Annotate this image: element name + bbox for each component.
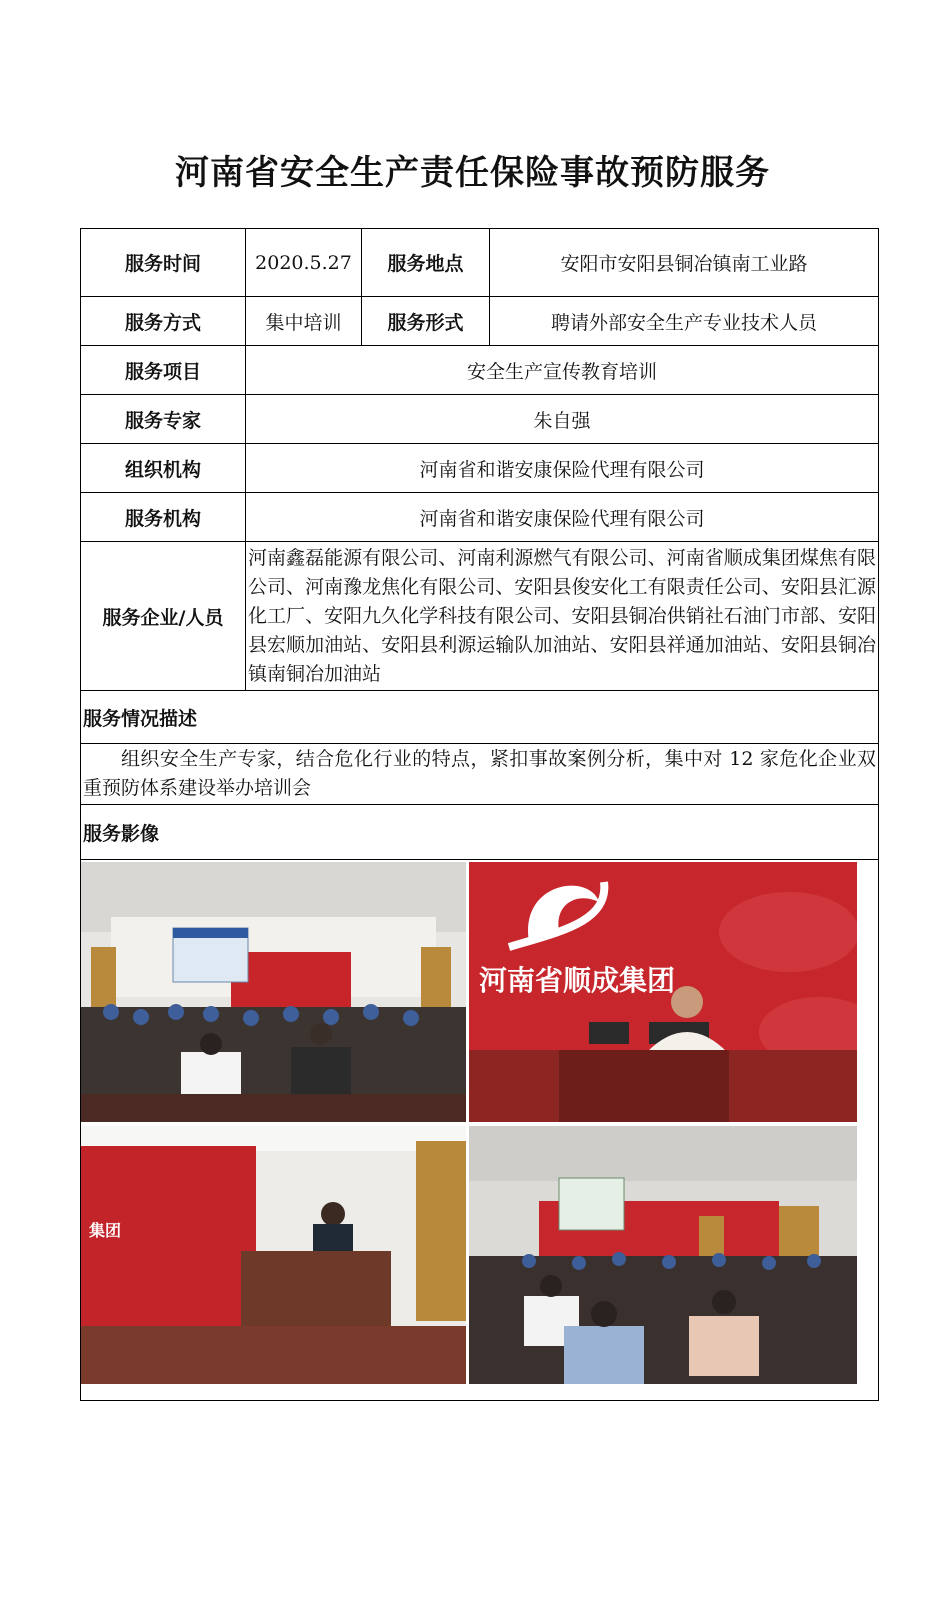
service-org-value: 河南省和谐安康保险代理有限公司 — [246, 493, 879, 542]
page-title: 河南省安全生产责任保险事故预防服务 — [175, 153, 770, 193]
row-enterprises — [81, 542, 879, 691]
enterprises-value: 河南鑫磊能源有限公司、河南利源燃气有限公司、河南省顺成集团煤焦有限公司、河南豫龙焦化有限公司、安阳县俊安化工有限责任公司、安阳县汇源化工厂、安阳九久化学科技有限公司、安阳县铜冶供销社石油门市部、安阳县宏顺加油站、安阳县利源运输队加油站、安阳县祥通加油站、安阳县铜冶镇南铜冶加油站 — [246, 542, 879, 691]
row-description-header — [81, 691, 879, 744]
images-header: 服务影像 — [81, 805, 879, 860]
service-place-value: 安阳市安阳县铜冶镇南工业路 — [490, 229, 879, 297]
service-form-value: 聘请外部安全生产专业技术人员 — [490, 297, 879, 346]
photo-lecturer-lectern — [81, 1126, 466, 1384]
photo-speaker-podium — [469, 862, 857, 1122]
row-time-place — [81, 229, 879, 297]
row-photos — [81, 860, 879, 1401]
row-method-form — [81, 297, 879, 346]
service-form-label: 服务形式 — [362, 297, 490, 346]
service-record-table — [80, 228, 879, 1401]
organizer-label: 组织机构 — [81, 444, 246, 493]
row-project — [81, 346, 879, 395]
photo-grid — [81, 860, 879, 1401]
service-time-value: 2020.5.27 — [246, 229, 362, 297]
photo3-sign-text: 集团 — [89, 1221, 122, 1240]
photo2-sign-text: 河南省顺成集团 — [479, 964, 676, 997]
organizer-value: 河南省和谐安康保险代理有限公司 — [246, 444, 879, 493]
service-project-value: 安全生产宣传教育培训 — [246, 346, 879, 395]
service-method-value: 集中培训 — [246, 297, 362, 346]
photo-meeting-hall — [81, 862, 466, 1122]
row-images-header — [81, 805, 879, 860]
service-org-label: 服务机构 — [81, 493, 246, 542]
service-expert-value: 朱自强 — [246, 395, 879, 444]
service-expert-label: 服务专家 — [81, 395, 246, 444]
row-expert — [81, 395, 879, 444]
row-description-text — [81, 744, 879, 805]
row-organizer — [81, 444, 879, 493]
enterprises-label: 服务企业/人员 — [81, 542, 246, 691]
service-place-label: 服务地点 — [362, 229, 490, 297]
description-header: 服务情况描述 — [81, 691, 879, 744]
photo-audience — [469, 1126, 857, 1384]
service-project-label: 服务项目 — [81, 346, 246, 395]
row-service-org — [81, 493, 879, 542]
service-method-label: 服务方式 — [81, 297, 246, 346]
description-text: 组织安全生产专家，结合危化行业的特点，紧扣事故案例分析，集中对 12 家危化企业双重预防体系建设举办培训会 — [81, 744, 879, 805]
service-time-label: 服务时间 — [81, 229, 246, 297]
